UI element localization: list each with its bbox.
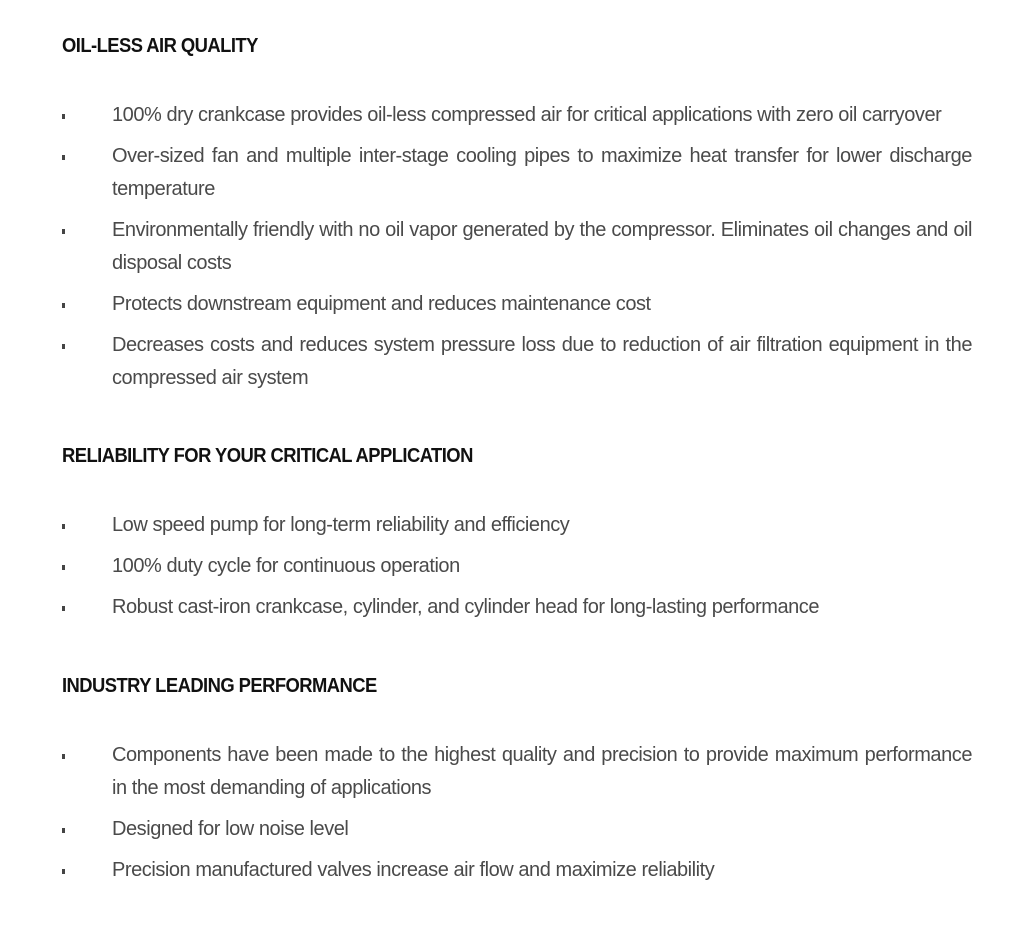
bullet-icon — [62, 524, 65, 529]
list-item-text: Precision manufactured valves increase air flow and maximize reliability — [112, 859, 715, 881]
bullet-icon — [62, 754, 65, 759]
bullet-icon — [62, 114, 65, 119]
section-heading: OIL-LESS AIR QUALITY — [62, 35, 258, 57]
section-heading: INDUSTRY LEADING PERFORMANCE — [62, 675, 377, 697]
list-item-text: Environmentally friendly with no oil vapor generated by the compressor. Eliminates oil changes and oil disposal costs — [112, 219, 972, 274]
bullet-icon — [62, 869, 65, 874]
feature-list — [62, 739, 972, 887]
list-item — [62, 854, 972, 887]
bullet-icon — [62, 565, 65, 570]
list-item — [62, 550, 972, 583]
list-item-text: Robust cast-iron crankcase, cylinder, and cylinder head for long-lasting performance — [112, 596, 820, 618]
bullet-icon — [62, 229, 65, 234]
list-item-text: Low speed pump for long-term reliability and efficiency — [112, 514, 570, 536]
list-item — [62, 214, 972, 280]
list-item-text: Protects downstream equipment and reduces maintenance cost — [112, 293, 651, 315]
list-item — [62, 140, 972, 206]
section-heading: RELIABILITY FOR YOUR CRITICAL APPLICATION — [62, 445, 473, 467]
bullet-icon — [62, 606, 65, 611]
list-item-text: 100% dry crankcase provides oil-less compressed air for critical applications with zero oil carryover — [112, 104, 942, 126]
list-item — [62, 99, 972, 132]
list-item — [62, 329, 972, 395]
bullet-icon — [62, 344, 65, 349]
list-item — [62, 739, 972, 805]
list-item — [62, 509, 972, 542]
list-item-text: Designed for low noise level — [112, 818, 349, 840]
list-item — [62, 591, 972, 624]
list-item-text: Over-sized fan and multiple inter-stage cooling pipes to maximize heat transfer for lower discharge temperature — [112, 145, 972, 200]
list-item — [62, 288, 972, 321]
list-item-text: 100% duty cycle for continuous operation — [112, 555, 460, 577]
list-item-text: Components have been made to the highest quality and precision to provide maximum performance in the most demanding of applications — [112, 744, 972, 799]
section-industry-leading-performance — [62, 673, 972, 895]
bullet-icon — [62, 303, 65, 308]
list-item-text: Decreases costs and reduces system pressure loss due to reduction of air filtration equipment in the compressed air system — [112, 334, 972, 389]
section-reliability — [62, 443, 972, 632]
bullet-icon — [62, 155, 65, 160]
bullet-icon — [62, 828, 65, 833]
feature-list — [62, 509, 972, 624]
list-item — [62, 813, 972, 846]
section-oil-less-air-quality — [62, 33, 972, 403]
feature-list — [62, 99, 972, 395]
